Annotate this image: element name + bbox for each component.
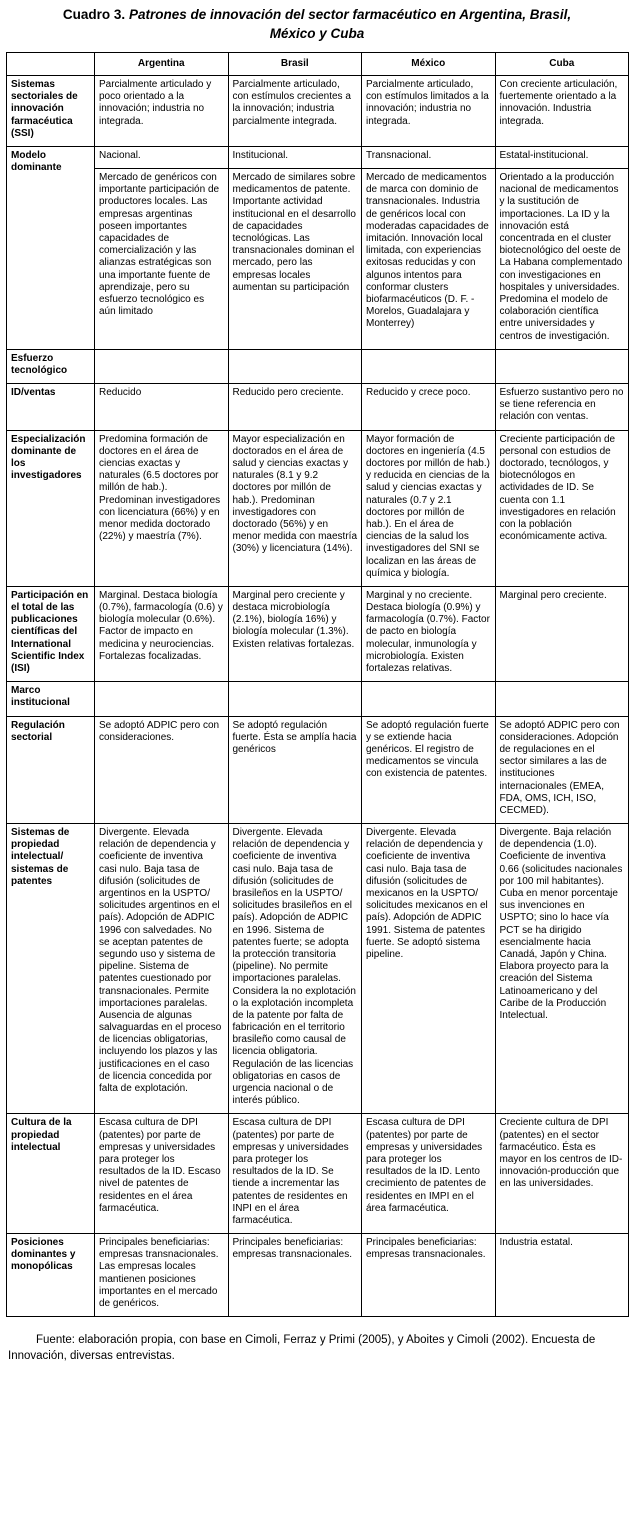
table-row bbox=[7, 716, 629, 824]
row-label: Sistemas sectoriales de innovación farmacéutica (SSI) bbox=[7, 75, 95, 146]
header-mexico: México bbox=[362, 52, 496, 75]
row-label: Posiciones dominantes y monopólicas bbox=[7, 1234, 95, 1317]
table-cell: Transnacional. bbox=[362, 146, 496, 168]
row-label: Participación en el total de las publicaciones científicas del International Scientific Index (ISI) bbox=[7, 586, 95, 681]
table-cell: Divergente. Elevada relación de dependencia y coeficiente de inventiva casi nulo. Baja tasa de difusión (solicitudes de mexicanos en la USPTO/ solicitudes mexicanos en el país). Adopción de ADPIC 1991. Sistema de patentes fuerte. Se adoptó sistema pipeline. bbox=[362, 824, 496, 1114]
table-cell: Orientado a la producción nacional de medicamentos y la sustitución de importaciones. La ID y la innovación está concentrada en el cluster biotecnológico del oeste de La Habana complementado con investigaciones en hospitales y universidades. Predomina el modelo de colaboración científica entre universidades y centros de investigación. bbox=[495, 169, 629, 350]
table-cell: Institucional. bbox=[228, 146, 362, 168]
row-label: ID/ventas bbox=[7, 384, 95, 431]
table-row bbox=[7, 384, 629, 431]
table-body bbox=[7, 75, 629, 1316]
table-cell: Mercado de similares sobre medicamentos de patente. Importante actividad institucional en el desarrollo de capacidades tecnológicas. Las transnacionales dominan el mercado, pero las empresas locales aumentan su participación bbox=[228, 169, 362, 350]
table-cell: Creciente cultura de DPI (patentes) en el sector farmacéutico. Ésta es mayor en los centros de ID-innovación-producción que en las universidades. bbox=[495, 1114, 629, 1234]
table-cell: Marginal. Destaca biología (0.7%), farmacología (0.6) y biología molecular (0.6%). Factor de impacto en medicina y neurociencias. Fortalezas focalizadas. bbox=[95, 586, 229, 681]
table-row bbox=[7, 1114, 629, 1234]
row-label: Esfuerzo tecnológico bbox=[7, 349, 95, 383]
table-header bbox=[7, 52, 629, 75]
table-cell bbox=[495, 349, 629, 383]
table-cell bbox=[228, 349, 362, 383]
table-cell: Reducido y crece poco. bbox=[362, 384, 496, 431]
table-cell: Mayor formación de doctores en ingeniería (4.5 doctores por millón de hab.) y reducida en ciencias de la salud y ciencias exactas y naturales (0.7 y 2.1 doctores por millón de hab.). En el área de ciencias de la salud los investigadores del SNI se localizan en las áreas de química y biología. bbox=[362, 430, 496, 586]
header-argentina: Argentina bbox=[95, 52, 229, 75]
table-cell: Marginal y no creciente. Destaca biología (0.9%) y farmacología (0.7%). Factor de pacto en biología molecular, inmunología y microbiología. Existen fortalezas relativas. bbox=[362, 586, 496, 681]
table-cell: Mercado de medicamentos de marca con dominio de transnacionales. Industria de genéricos local con moderadas capacidades de imitación. Innovación local limitada, con experiencias exitosas reducidas y con algunos intentos para conformar clusters biofarmacéuticos (D. F. - Morelos, Guadalajara y Monterrey) bbox=[362, 169, 496, 350]
table-cell: Mercado de genéricos con importante participación de productores locales. Las empresas argentinas poseen importantes capacidades de comercialización y las alianzas estratégicas son una importante fuente de aprendizaje, pero su esfuerzo tecnológico es aún limitado bbox=[95, 169, 229, 350]
table-row bbox=[7, 586, 629, 681]
table-row bbox=[7, 75, 629, 146]
table-cell: Divergente. Elevada relación de dependencia y coeficiente de inventiva casi nulo. Baja tasa de difusión (solicitudes de brasileños en la USPTO/ solicitudes brasileños en el país). Adopción de ADPIC en 1996. Sistema de patentes fuerte; se adopta la protección transitoria (pipeline). No permite importaciones paralelas. Considera la no explotación o la explotación incompleta de la patente por falta de fabricación en el territorio brasileño como causal de licencia obligatoria. Regulación de las licencias obligatorias en casos de urgencia nacional o de interés público. bbox=[228, 824, 362, 1114]
row-label: Cultura de la propiedad intelectual bbox=[7, 1114, 95, 1234]
table-cell: Divergente. Baja relación de dependencia (1.0). Coeficiente de inventiva 0.66 (solicitudes nacionales por 100 mil habitantes). Cuba en menor porcentaje sus invenciones en USPTO; sino lo hace vía PCT se ha dirigido esencialmente hacia Canadá, Japón y China. Elabora proyecto para la creación del Sistema Latinoamericano y del Caribe de la Producción Intelectual. bbox=[495, 824, 629, 1114]
row-label: Modelo dominante bbox=[7, 146, 95, 349]
table-cell: Parcialmente articulado y poco orientado a la innovación; industria no integrada. bbox=[95, 75, 229, 146]
table-cell: Se adoptó ADPIC pero con consideraciones. bbox=[95, 716, 229, 824]
table-cell: Mayor especialización en doctorados en el área de salud y ciencias exactas y naturales (8.1 y 9.2 doctores por millón de hab.). Predominan investigadores con doctorado (56%) y en menor medida con maestría (30%) y licenciatura (14%). bbox=[228, 430, 362, 586]
table-cell bbox=[95, 349, 229, 383]
table-cell: Reducido pero creciente. bbox=[228, 384, 362, 431]
table-cell bbox=[95, 682, 229, 716]
table-cell: Escasa cultura de DPI (patentes) por parte de empresas y universidades para proteger los resultados de la ID. Lento crecimiento de patentes de residentes en IMPI en el área farmacéutica. bbox=[362, 1114, 496, 1234]
table-cell: Se adoptó ADPIC pero con consideraciones. Adopción de regulaciones en el sector similares a las de instituciones internacionales (EMEA, FDA, OMS, ICH, ISO, CECMED). bbox=[495, 716, 629, 824]
table-title bbox=[57, 6, 577, 44]
table-cell bbox=[362, 349, 496, 383]
header-brasil: Brasil bbox=[228, 52, 362, 75]
table-cell bbox=[362, 682, 496, 716]
table-cell: Marginal pero creciente y destaca microbiología (2.1%), biología 16%) y biología molecular (1.3%). Existen relativas fortalezas. bbox=[228, 586, 362, 681]
table-cell: Nacional. bbox=[95, 146, 229, 168]
table-cell: Reducido bbox=[95, 384, 229, 431]
table-cell: Se adoptó regulación fuerte. Ésta se amplía hacia genéricos bbox=[228, 716, 362, 824]
table-cell: Creciente participación de personal con estudios de doctorado, tecnólogos, y biotecnólogos en actividades de ID. Se cuenta con 1.1 investigadores en relación con la población económicamente activa. bbox=[495, 430, 629, 586]
table-title-text: Patrones de innovación del sector farmacéutico en Argentina, Brasil, México y Cuba bbox=[128, 7, 572, 41]
table-cell: Con creciente articulación, fuertemente orientado a la innovación. Industria integrada. bbox=[495, 75, 629, 146]
table-cell: Principales beneficiarias: empresas transnacionales. bbox=[228, 1234, 362, 1317]
table-cell: Escasa cultura de DPI (patentes) por parte de empresas y universidades para proteger los resultados de la ID. Se tiende a incrementar las patentes de residentes en INPI en el área farmacéutica. bbox=[228, 1114, 362, 1234]
table-title-number: Cuadro 3. bbox=[62, 7, 126, 22]
table-cell: Estatal-institucional. bbox=[495, 146, 629, 168]
table-cell: Escasa cultura de DPI (patentes) por parte de empresas y universidades para proteger los resultados de la ID. Escaso nivel de patentes de residentes en el área farmacéutica. bbox=[95, 1114, 229, 1234]
header-empty-cell bbox=[7, 52, 95, 75]
table-cell: Predomina formación de doctores en el área de ciencias exactas y naturales (6.5 doctores por millón de hab.). Predominan investigadores con licenciatura (66%) y en menor medida doctorado (22%) y maestría (7%). bbox=[95, 430, 229, 586]
row-label: Marco institucional bbox=[7, 682, 95, 716]
table-row bbox=[7, 430, 629, 586]
table-row bbox=[7, 824, 629, 1114]
table-row bbox=[7, 146, 629, 168]
table-cell: Industria estatal. bbox=[495, 1234, 629, 1317]
table-row bbox=[7, 169, 629, 350]
table-row bbox=[7, 349, 629, 383]
header-row bbox=[7, 52, 629, 75]
innovation-patterns-table bbox=[6, 52, 629, 1317]
row-label: Regulación sectorial bbox=[7, 716, 95, 824]
table-row bbox=[7, 1234, 629, 1317]
table-cell bbox=[228, 682, 362, 716]
table-cell: Divergente. Elevada relación de dependencia y coeficiente de inventiva casi nulo. Baja tasa de difusión (solicitudes de argentinos en la USPTO/ solicitudes argentinos en el país). Adopción de ADPIC 1996 con salvedades. No se aceptan patentes de segundo uso y sistema de pipeline. Sistema de patentes cuestionado por transnacionales. Permite importaciones paralelas. Ausencia de algunas salvaguardas en el proceso de licencias obligatorias, incluyendo los plazos y las justificaciones en el caso de licencia concedida por falta de explotación. bbox=[95, 824, 229, 1114]
table-cell: Principales beneficiarias: empresas transnacionales. bbox=[362, 1234, 496, 1317]
table-cell: Esfuerzo sustantivo pero no se tiene referencia en relación con ventas. bbox=[495, 384, 629, 431]
row-label: Sistemas de propiedad intelectual/ sistemas de patentes bbox=[7, 824, 95, 1114]
header-cuba: Cuba bbox=[495, 52, 629, 75]
table-row bbox=[7, 682, 629, 716]
table-cell: Marginal pero creciente. bbox=[495, 586, 629, 681]
table-cell: Se adoptó regulación fuerte y se extiende hacia genéricos. El registro de medicamentos se vincula con existencia de patentes. bbox=[362, 716, 496, 824]
table-cell bbox=[495, 682, 629, 716]
table-cell: Principales beneficiarias: empresas transnacionales. Las empresas locales mantienen posiciones importantes en el mercado de genéricos. bbox=[95, 1234, 229, 1317]
table-cell: Parcialmente articulado, con estímulos crecientes a la innovación; industria parcialmente integrada. bbox=[228, 75, 362, 146]
source-note: Fuente: elaboración propia, con base en Cimoli, Ferraz y Primi (2005), y Aboites y Cimoli (2002). Encuesta de Innovación, diversas entrevistas. bbox=[8, 1334, 596, 1362]
table-cell: Parcialmente articulado, con estímulos limitados a la innovación; industria no integrada. bbox=[362, 75, 496, 146]
row-label: Especialización dominante de los investigadores bbox=[7, 430, 95, 586]
